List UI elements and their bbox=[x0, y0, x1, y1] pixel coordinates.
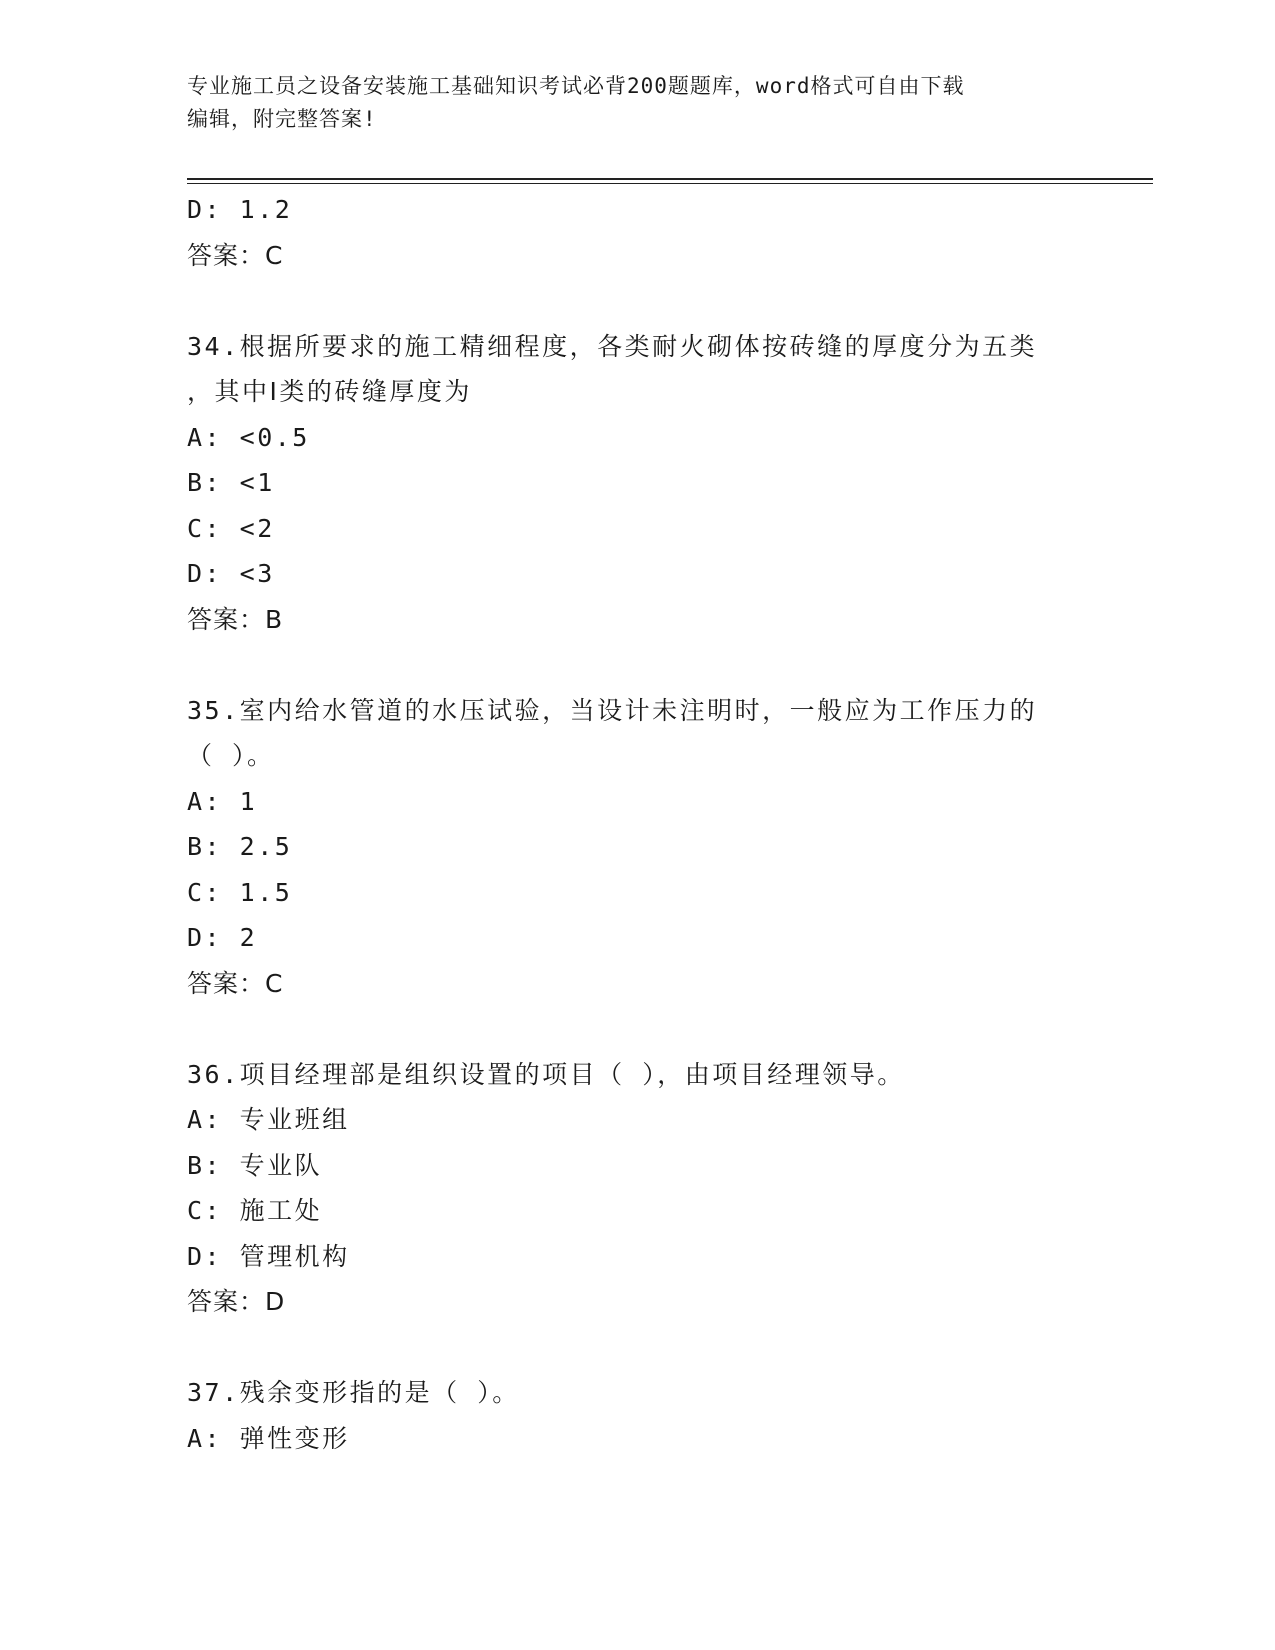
question-list bbox=[187, 187, 1087, 1461]
option-b: B: <1 bbox=[187, 468, 275, 497]
previous-question-tail bbox=[187, 187, 1087, 278]
spacer bbox=[187, 278, 1087, 324]
option-a: A: 专业班组 bbox=[187, 1105, 350, 1134]
question-stem: 35.室内给水管道的水压试验，当设计未注明时，一般应为工作压力的 bbox=[187, 695, 1038, 725]
document-header bbox=[187, 70, 1087, 136]
option-b: B: 专业队 bbox=[187, 1150, 323, 1180]
header-divider-thin bbox=[187, 183, 1153, 184]
option-d: D: <3 bbox=[187, 559, 275, 588]
answer-line: 答案：C bbox=[187, 240, 284, 270]
option-b: B: 2.5 bbox=[187, 832, 293, 861]
option-d: D: 管理机构 bbox=[187, 1241, 350, 1271]
header-title-line-1: 专业施工员之设备安装施工基础知识考试必背200题题库，word格式可自由下载 bbox=[187, 74, 965, 98]
header-divider-thick bbox=[187, 178, 1153, 180]
answer-line: 答案：C bbox=[187, 968, 284, 998]
question-stem: 37.残余变形指的是（ ）。 bbox=[187, 1378, 520, 1407]
answer-line: 答案：D bbox=[187, 1287, 286, 1316]
answer-line: 答案：B bbox=[187, 604, 284, 634]
spacer bbox=[187, 1325, 1087, 1371]
option-d: D: 1.2 bbox=[187, 195, 293, 224]
option-a: A: 弹性变形 bbox=[187, 1423, 350, 1453]
option-c: C: 1.5 bbox=[187, 877, 293, 907]
option-a: A: <0.5 bbox=[187, 422, 310, 452]
option-a: A: 1 bbox=[187, 786, 258, 816]
question-stem: 36.项目经理部是组织设置的项目（ ），由项目经理领导。 bbox=[187, 1059, 905, 1089]
question-stem: 34.根据所要求的施工精细程度，各类耐火砌体按砖缝的厚度分为五类 bbox=[187, 331, 1038, 361]
question-stem-continued: ，其中Ⅰ类的砖缝厚度为 bbox=[187, 377, 472, 406]
question-36 bbox=[187, 1052, 1087, 1325]
option-c: C: <2 bbox=[187, 513, 275, 543]
question-stem-continued: （ ）。 bbox=[187, 741, 275, 770]
spacer bbox=[187, 642, 1087, 688]
option-d: D: 2 bbox=[187, 923, 258, 952]
question-37 bbox=[187, 1370, 1087, 1461]
question-34 bbox=[187, 324, 1087, 643]
question-35 bbox=[187, 688, 1087, 1007]
spacer bbox=[187, 1006, 1087, 1052]
header-title-line-2: 编辑，附完整答案! bbox=[187, 107, 377, 131]
option-c: C: 施工处 bbox=[187, 1196, 323, 1225]
